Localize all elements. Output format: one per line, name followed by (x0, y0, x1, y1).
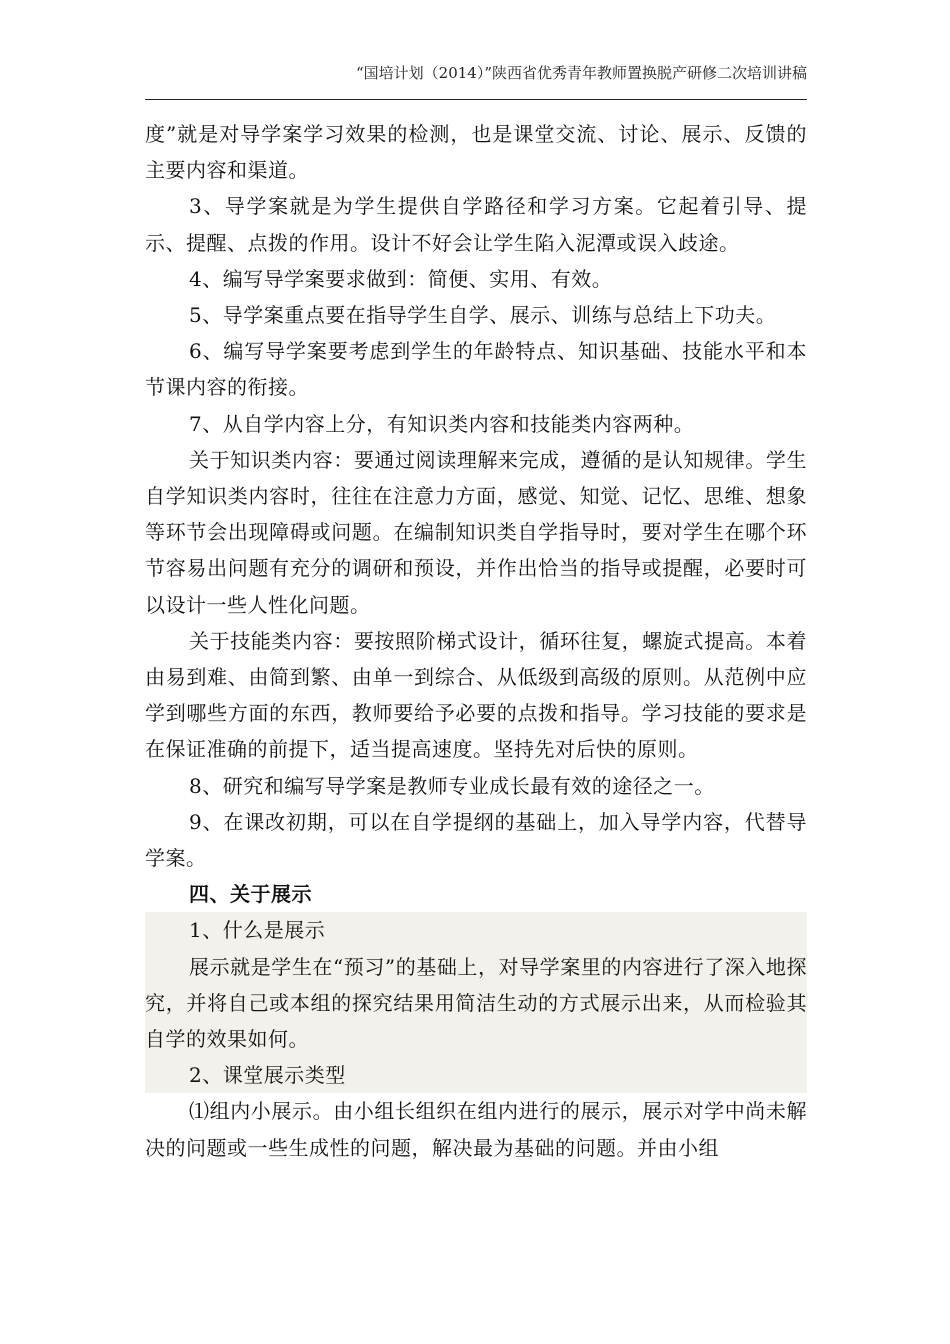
paragraph: 8、研究和编写导学案是教师专业成长最有效的途径之一。 (189, 773, 715, 798)
paragraph: 3、导学案就是为学生提供自学路径和学习方案。它起着引导、提示、提醒、点拨的作用。设计不好会让学生陷入泥潭或误入歧途。 (145, 194, 807, 255)
paragraph: 关于知识类内容：要通过阅读理解来完成，遵循的是认知规律。学生自学知识类内容时，往往在注意力方面，感觉、知觉、记忆、思维、想象等环节会出现障碍或问题。在编制知识类自学指导时，要对学生在哪个环节容易出问题有充分的调研和预设，并作出恰当的指导或提醒，必要时可以设计一些人性化问题。 (145, 447, 807, 617)
section-heading: 四、关于展示 (189, 882, 312, 907)
paragraph: ⑴组内小展示。由小组长组织在组内进行的展示，展示对学中尚未解决的问题或一些生成性的问题，解决最为基础的问题。并由小组 (145, 1099, 807, 1160)
subheading: 1、什么是展示 (189, 918, 326, 943)
paragraph: 7、从自学内容上分，有知识类内容和技能类内容两种。 (189, 411, 695, 436)
subheading: 2、课堂展示类型 (189, 1063, 346, 1088)
page-header: “国培计划（2014）”陕西省优秀青年教师置换脱产研修二次培训讲稿 (355, 64, 807, 82)
document-body (145, 116, 807, 1166)
paragraph: 关于技能类内容：要按照阶梯式设计，循环往复，螺旋式提高。本着由易到难、由简到繁、由单一到综合、从低级到高级的原则。从范例中应学到哪些方面的东西，教师要给予必要的点拨和指导。学习技能的要求是在保证准确的前提下，适当提高速度。坚持先对后快的原则。 (145, 628, 807, 762)
paragraph: 展示就是学生在“预习”的基础上，对导学案里的内容进行了深入地探究，并将自己或本组的探究结果用简洁生动的方式展示出来，从而检验其自学的效果如何。 (145, 954, 807, 1052)
paragraph: 5、导学案重点要在指导学生自学、展示、训练与总结上下功夫。 (189, 303, 777, 328)
header-rule (145, 99, 807, 100)
paragraph: 4、编写导学案要求做到：简便、实用、有效。 (189, 266, 613, 291)
paragraph: 度”就是对导学案学习效果的检测，也是课堂交流、讨论、展示、反馈的主要内容和渠道。 (145, 122, 807, 183)
paragraph: 9、在课改初期，可以在自学提纲的基础上，加入导学内容，代替导学案。 (145, 809, 807, 871)
paragraph: 6、编写导学案要考虑到学生的年龄特点、知识基础、技能水平和本节课内容的衔接。 (145, 339, 807, 400)
shaded-block (145, 912, 807, 1093)
